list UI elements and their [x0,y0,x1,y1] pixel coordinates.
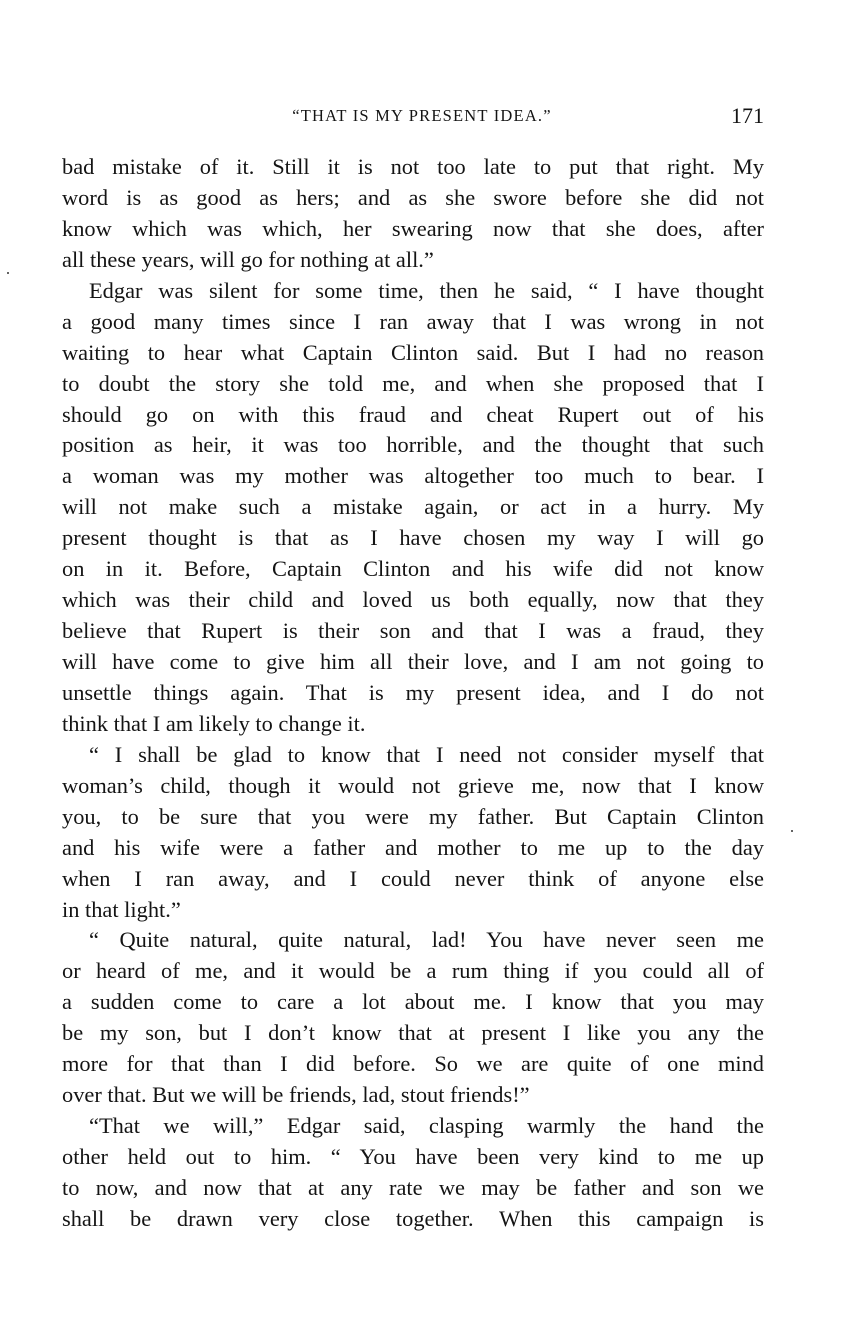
text-line: unsettle things again. That is my present idea, and I do not [62,679,764,705]
running-header [62,102,764,130]
running-title: “THAT IS MY PRESENT IDEA.” [292,106,552,125]
text-line: word is as good as hers; and as she swore before she did not [62,184,764,210]
text-line: a good many times since I ran away that I was wrong in not [62,308,764,334]
text-line: think that I am likely to change it. [62,710,366,736]
text-line: other held out to him. “ You have been very kind to me up [62,1144,764,1169]
text-line: a woman was my mother was altogether too much to bear. I [62,463,764,489]
text-line: be my son, but I don’t know that at present I like you any the [62,1020,764,1046]
text-line: know which was which, her swearing now that she does, after [62,215,764,241]
text-line: present thought is that as I have chosen my way I will go [62,525,764,551]
text-line: more for that than I did before. So we are quite of one mind [62,1051,764,1077]
text-line: in that light.” [62,896,181,922]
text-line: waiting to hear what Captain Clinton said. But I had no reason [62,339,764,365]
text-line: to now, and now that at any rate we may be father and son we [62,1174,764,1200]
text-line: will not make such a mistake again, or act in a hurry. My [62,494,764,520]
text-line: and his wife were a father and mother to me up to the day [62,834,764,860]
text-line: should go on with this fraud and cheat Rupert out of his [62,401,764,427]
text-line: “ I shall be glad to know that I need not consider myself that [89,741,764,767]
text-line: over that. But we will be friends, lad, stout friends!” [62,1082,530,1108]
text-line: shall be drawn very close together. When this campaign is [62,1205,764,1231]
text-line: on in it. Before, Captain Clinton and his wife did not know [62,556,764,582]
text-line: which was their child and loved us both equally, now that they [62,587,764,613]
text-line: position as heir, it was too horrible, and the thought that such [62,432,764,458]
body-text [62,152,764,1235]
scan-speck [791,830,793,832]
text-line: woman’s child, though it would not grieve me, now that I know [62,772,764,798]
page-number: 171 [731,103,764,128]
text-line: all these years, will go for nothing at all.” [62,246,434,272]
scan-speck [7,272,9,274]
text-line: to doubt the story she told me, and when she proposed that I [62,370,764,396]
text-line: Edgar was silent for some time, then he said, “ I have thought [89,277,764,303]
text-line: when I ran away, and I could never think of anyone else [62,865,764,891]
text-line: a sudden come to care a lot about me. I know that you may [62,989,764,1015]
text-line: believe that Rupert is their son and that I was a fraud, they [62,618,764,644]
text-line: “That we will,” Edgar said, clasping warmly the hand the [89,1113,764,1139]
text-line: bad mistake of it. Still it is not too late to put that right. My [62,154,764,179]
text-line: will have come to give him all their love, and I am not going to [62,649,764,674]
text-line: or heard of me, and it would be a rum thing if you could all of [62,958,764,984]
text-line: you, to be sure that you were my father. But Captain Clinton [62,803,764,829]
text-line: “ Quite natural, quite natural, lad! You have never seen me [89,927,764,953]
